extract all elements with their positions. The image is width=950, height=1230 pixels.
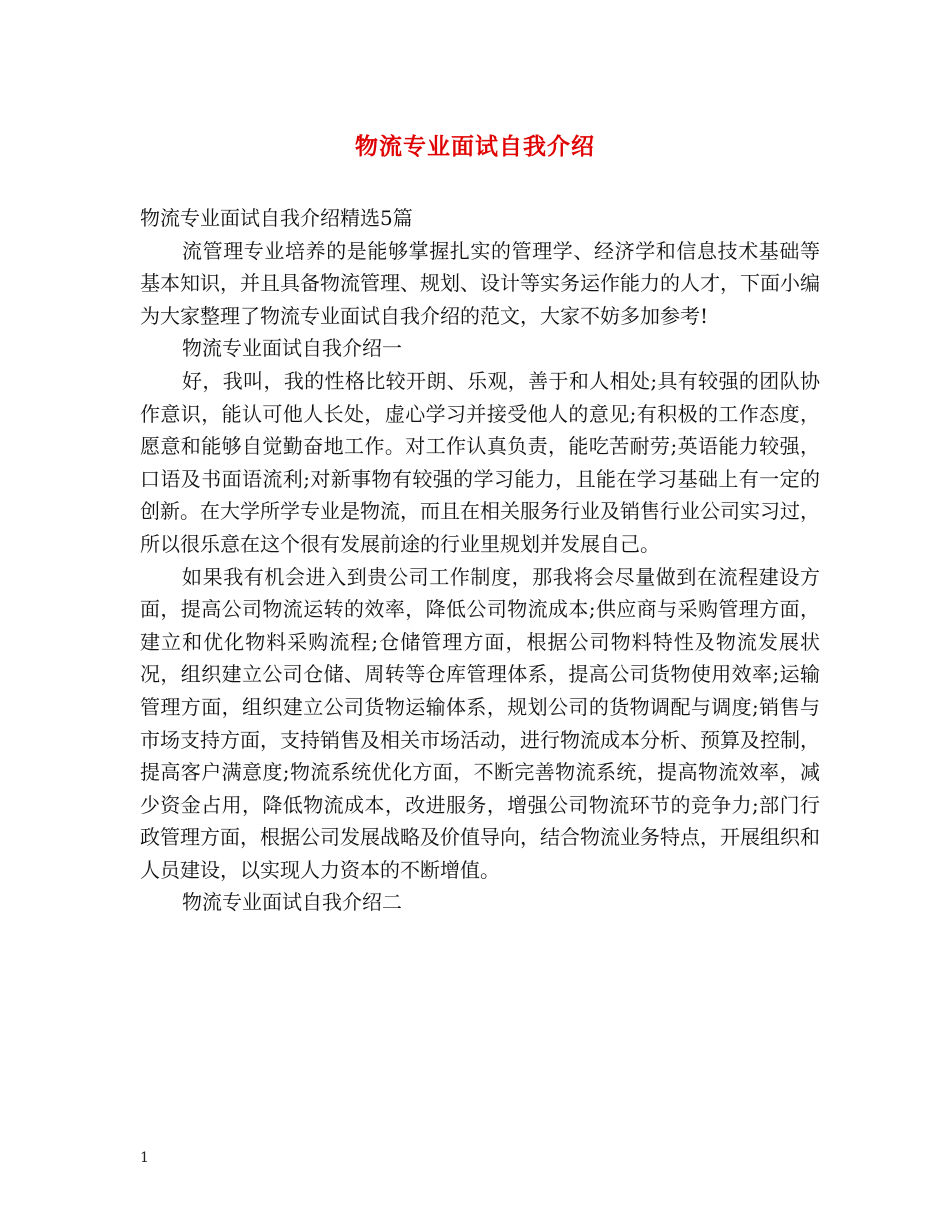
body-paragraph: 好，我叫，我的性格比较开朗、乐观，善于和人相处;具有较强的团队协作意识，能认可他人长处，虚心学习并接受他人的意见;有积极的工作态度，愿意和能够自觉勤奋地工作。对工作认真负责，能吃苦耐劳;英语能力较强，口语及书面语流利;对新事物有较强的学习能力，且能在学习基础上有一定的创新。在大学所学专业是物流，而且在相关服务行业及销售行业公司实习过，所以很乐意在这个很有发展前途的行业里规划并发展自己。 xyxy=(140,368,820,556)
document-title: 物流专业面试自我介绍 xyxy=(355,133,595,160)
section-heading-one: 物流专业面试自我介绍一 xyxy=(182,336,402,361)
page-number: 1 xyxy=(140,1150,149,1166)
document-body xyxy=(140,202,820,919)
section-heading-two: 物流专业面试自我介绍二 xyxy=(182,890,402,915)
body-paragraph: 如果我有机会进入到贵公司工作制度，那我将会尽量做到在流程建设方面，提高公司物流运转的效率，降低公司物流成本;供应商与采购管理方面，建立和优化物料采购流程;仓储管理方面，根据公司物料特性及物流发展状况，组织建立公司仓储、周转等仓库管理体系，提高公司货物使用效率;运输管理方面，组织建立公司货物运输体系，规划公司的货物调配与调度;销售与市场支持方面，支持销售及相关市场活动，进行物流成本分析、预算及控制，提高客户满意度;物流系统优化方面，不断完善物流系统，提高物流效率，减少资金占用，降低物流成本，改进服务，增强公司物流环节的竞争力;部门行政管理方面，根据公司发展战略及价值导向，结合物流业务特点，开展组织和人员建设，以实现人力资本的不断增值。 xyxy=(140,564,820,882)
document-subtitle: 物流专业面试自我介绍精选5篇 xyxy=(140,206,413,230)
intro-paragraph: 流管理专业培养的是能够掌握扎实的管理学、经济学和信息技术基础等基本知识，并且具备物流管理、规划、设计等实务运作能力的人才，下面小编为大家整理了物流专业面试自我介绍的范文，大家不妨多加参考! xyxy=(140,238,820,328)
